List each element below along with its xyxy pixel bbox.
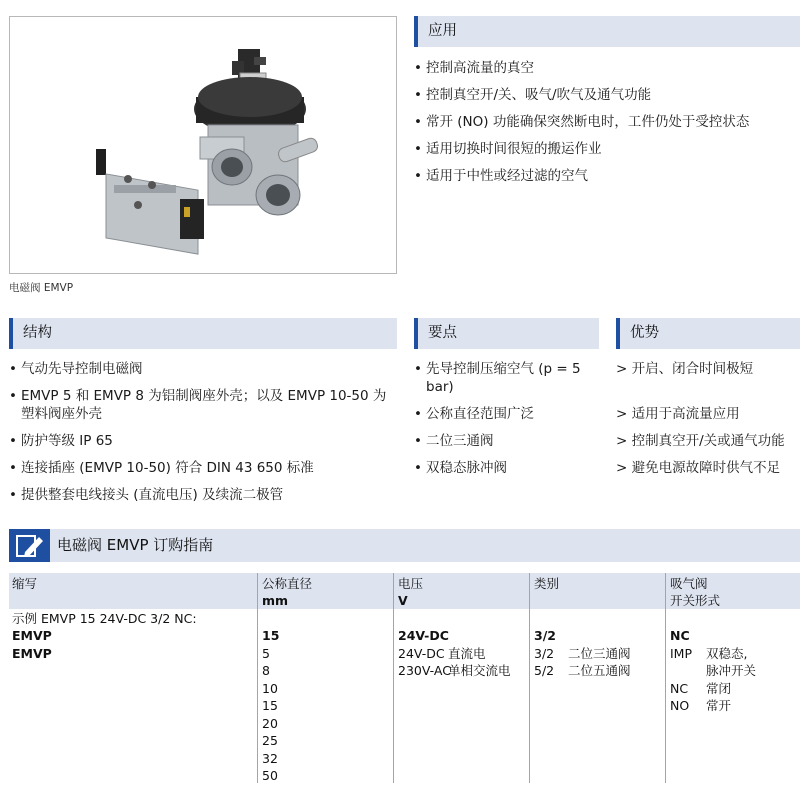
list-item: > 开启、闭合时间极短 (616, 361, 754, 377)
example-abbr: EMVP (12, 628, 52, 643)
list-item: • 适用于中性或经过滤的空气 (414, 167, 800, 185)
ordering-guide-header (9, 529, 800, 562)
category-option-desc: 二位五通阀 (568, 663, 631, 678)
list-item: • 提供整套电线接头 (直流电压) 及续流二极管 (9, 486, 397, 504)
switch-option-desc-2: 脉冲开关 (706, 663, 757, 678)
advantages-list (616, 360, 800, 486)
section-header-structure (9, 318, 397, 349)
example-category: 3/2 (534, 628, 556, 643)
diameter-option: 25 (262, 733, 278, 748)
example-label: 示例 EMVP 15 24V-DC 3/2 NC: (12, 611, 197, 626)
col-header-category: 类别 (534, 576, 560, 591)
switch-option-desc: 双稳态, (706, 646, 748, 661)
example-voltage: 24V-DC (398, 628, 449, 643)
list-item: • 二位三通阀 (414, 432, 599, 450)
diameter-option: 15 (262, 698, 278, 713)
col-header-diameter: 公称直径 (262, 576, 313, 591)
switch-option-code: NC (670, 681, 689, 696)
list-item: • 控制高流量的真空 (414, 59, 800, 77)
section-header-key-points (414, 318, 599, 349)
valve-illustration (10, 17, 397, 274)
example-switch: NC (670, 628, 690, 643)
switch-option-code: IMP (670, 646, 693, 661)
list-item: • 常开 (NO) 功能确保突然断电时，工件仍处于受控状态 (414, 113, 800, 131)
col-header-voltage: 电压 (398, 576, 424, 591)
voltage-option-code: 24V-DC (398, 646, 445, 661)
switch-option-code: NO (670, 698, 690, 713)
list-item: • 连接插座 (EMVP 10-50) 符合 DIN 43 650 标准 (9, 459, 397, 477)
diameter-option: 50 (262, 768, 278, 783)
key-points-list (414, 360, 599, 486)
option-abbr: EMVP (12, 646, 52, 661)
column-divider (529, 573, 530, 783)
diameter-option: 20 (262, 716, 278, 731)
column-divider (665, 573, 666, 783)
list-item: • 适用切换时间很短的搬运作业 (414, 140, 800, 158)
list-item: > 适用于高流量应用 (616, 406, 740, 422)
switch-option-desc: 常闭 (706, 681, 732, 696)
col-header-switch-2: 开关形式 (670, 593, 721, 608)
ordering-guide-title: 电磁阀 EMVP 订购指南 (57, 536, 214, 554)
col-header-voltage-unit: V (398, 593, 408, 608)
section-header-application (414, 16, 800, 47)
category-option-desc: 二位三通阀 (568, 646, 631, 661)
list-item: > 避免电源故障时供气不足 (616, 460, 781, 476)
section-title: 应用 (428, 23, 457, 39)
list-item: • 气动先导控制电磁阀 (9, 360, 397, 378)
list-item: • 先导控制压缩空气 (p = 5 bar) (414, 360, 599, 396)
structure-list (9, 360, 397, 513)
list-item: • 双稳态脉冲阀 (414, 459, 599, 477)
switch-option-desc: 常开 (706, 698, 732, 713)
example-diameter: 15 (262, 628, 280, 643)
category-option-code: 3/2 (534, 646, 555, 661)
col-header-switch: 吸气阀 (670, 576, 708, 591)
list-item: > 控制真空开/关或通气功能 (616, 433, 785, 449)
col-header-diameter-unit: mm (262, 593, 289, 608)
list-item: • 公称直径范围广泛 (414, 405, 599, 423)
voltage-option-code: 230V-AC (398, 663, 451, 678)
column-divider (257, 573, 258, 783)
section-title: 优势 (630, 325, 659, 341)
section-title: 结构 (23, 325, 52, 341)
section-title: 要点 (428, 325, 457, 341)
application-list (414, 59, 800, 194)
list-item: • 控制真空开/关、吸气/吹气及通气功能 (414, 86, 800, 104)
photo-caption: 电磁阀 EMVP (9, 282, 74, 294)
category-option-code: 5/2 (534, 663, 555, 678)
diameter-option: 32 (262, 751, 278, 766)
voltage-option-desc: 单相交流电 (448, 663, 511, 678)
diameter-option: 10 (262, 681, 278, 696)
pencil-icon (9, 529, 50, 562)
col-header-abbr: 缩写 (12, 576, 38, 591)
column-divider (393, 573, 394, 783)
section-header-advantages (616, 318, 800, 349)
list-item: • EMVP 5 和 EMVP 8 为铝制阀座外壳；以及 EMVP 10-50 为塑料阀座外壳 (9, 387, 397, 423)
diameter-option: 5 (262, 646, 270, 661)
list-item: • 防护等级 IP 65 (9, 432, 397, 450)
diameter-option: 8 (262, 663, 270, 678)
product-photo (9, 16, 397, 274)
voltage-option-desc: 直流电 (448, 646, 486, 661)
